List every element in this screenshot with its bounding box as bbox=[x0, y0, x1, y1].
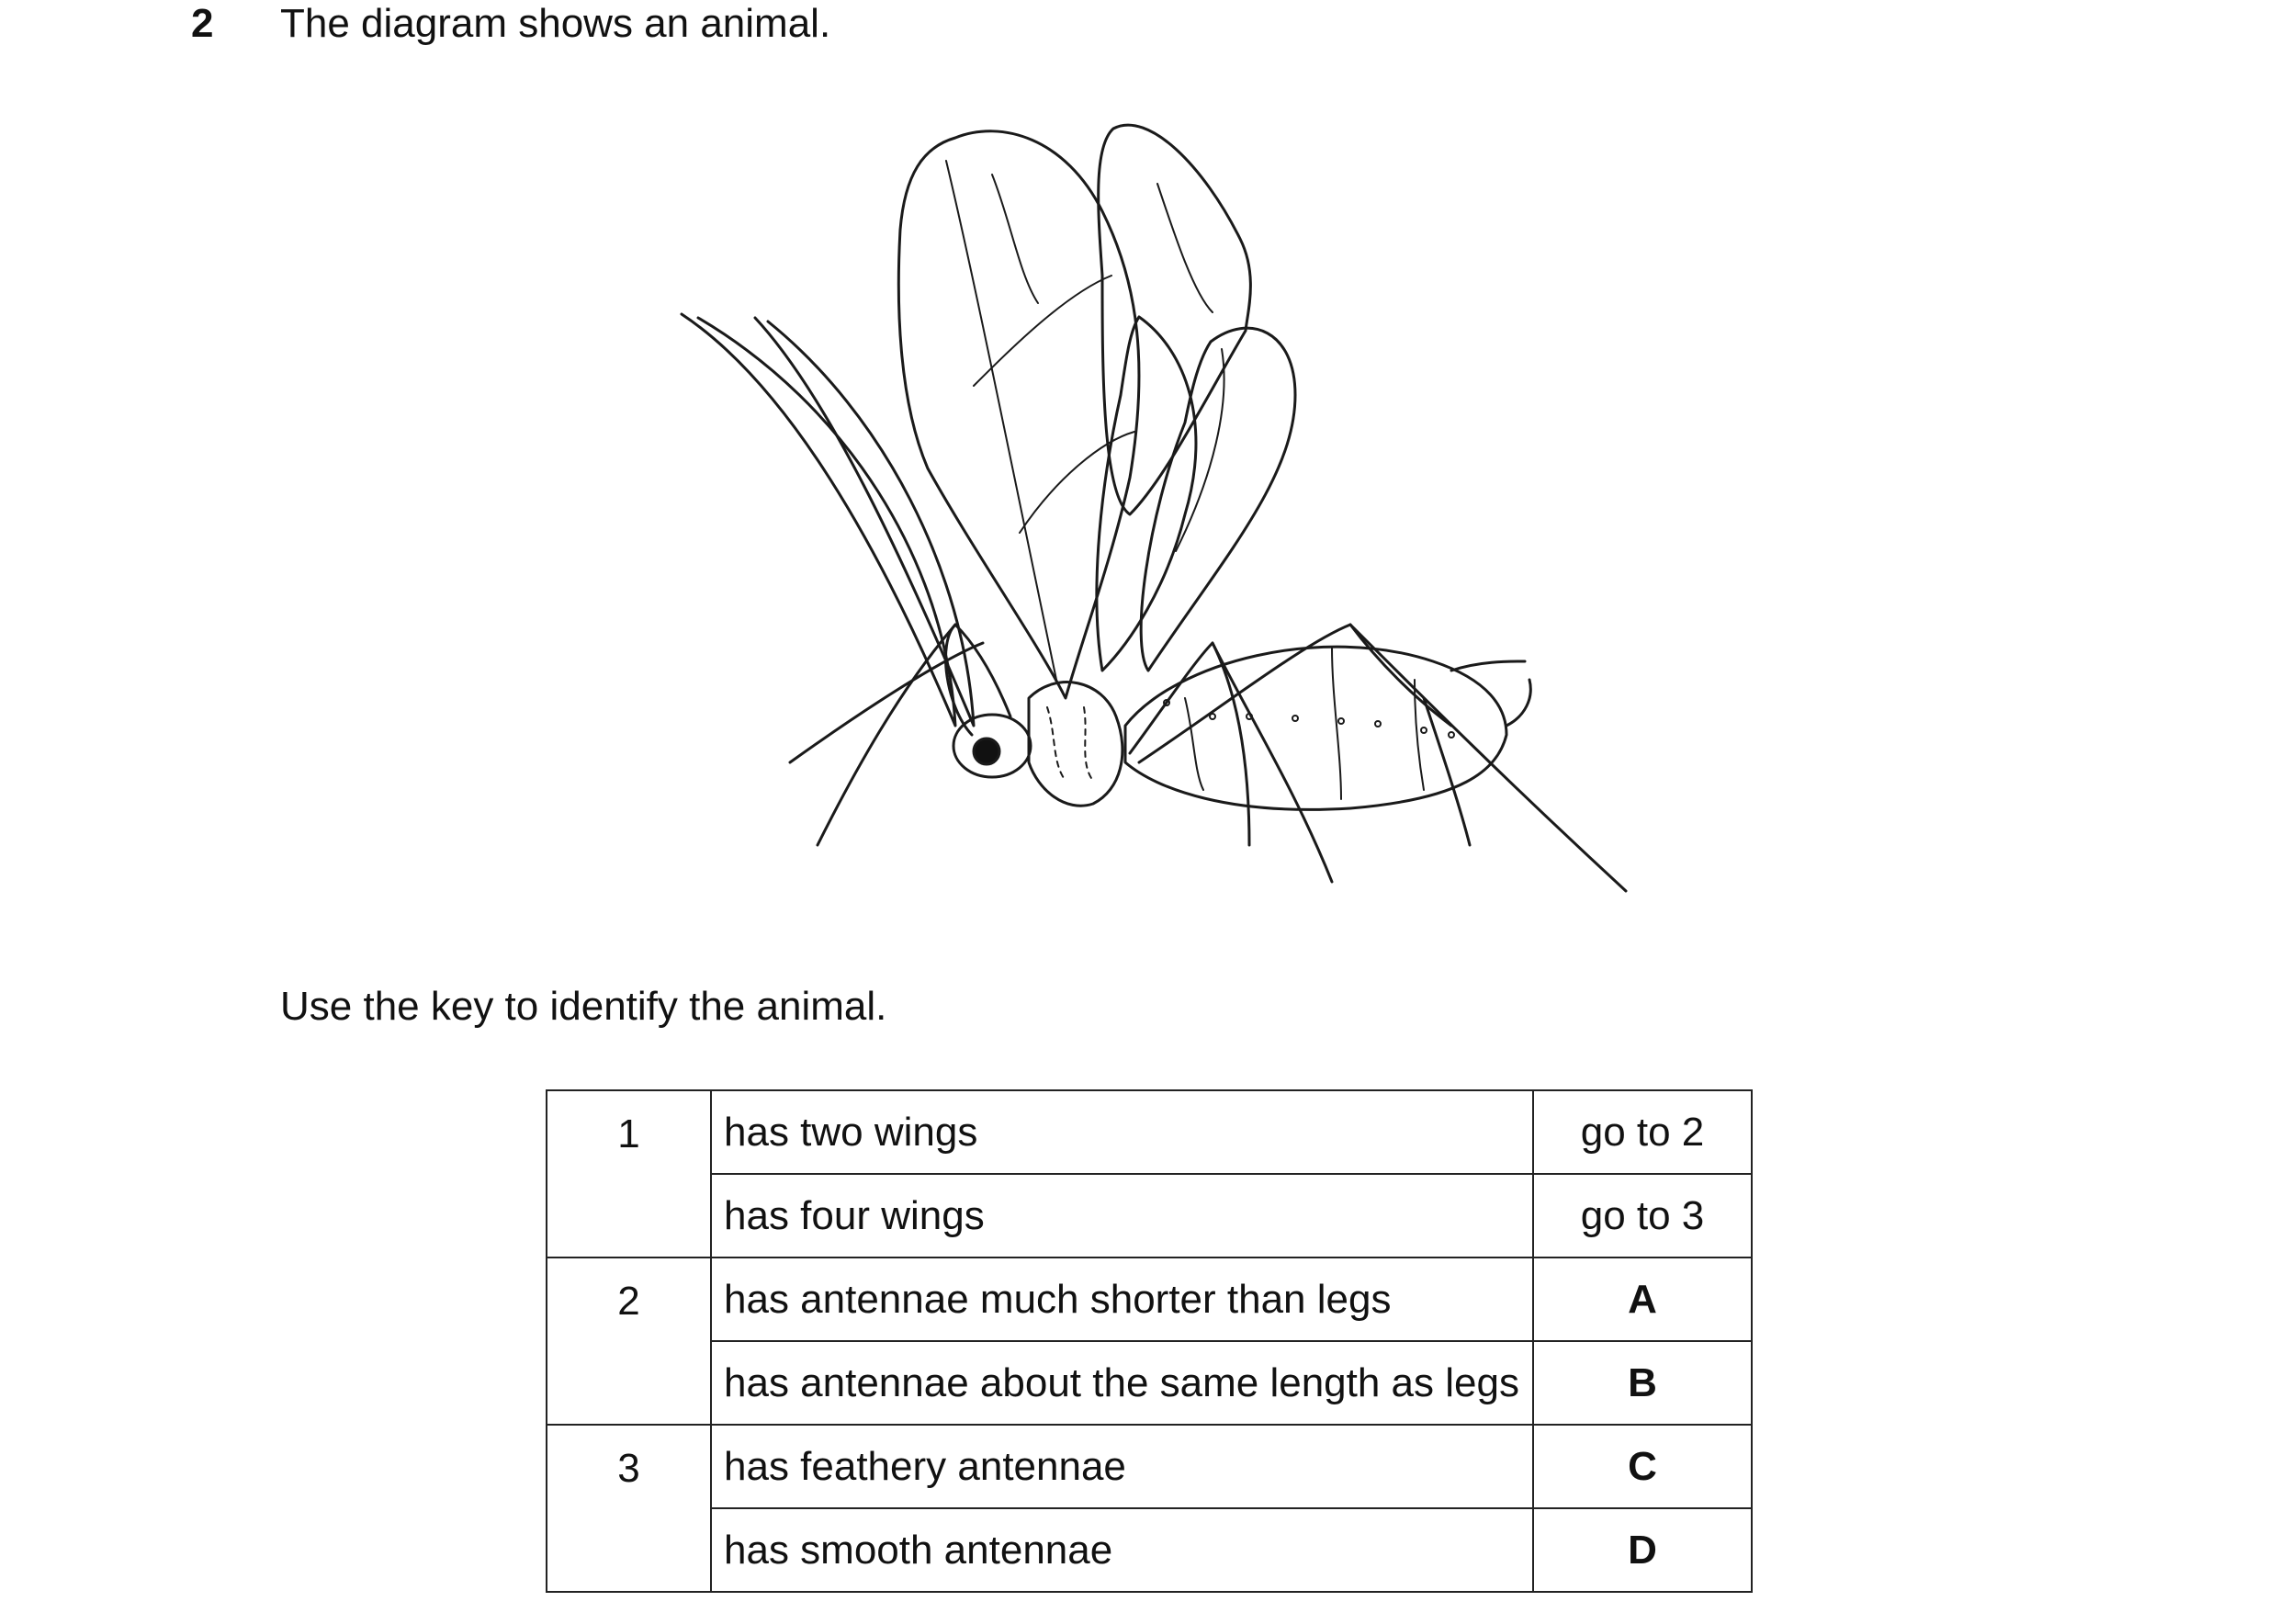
key-row bbox=[547, 1174, 1752, 1257]
leg-4 bbox=[1139, 625, 1451, 762]
dichotomous-key-table bbox=[546, 1089, 1753, 1593]
key-row bbox=[547, 1425, 1752, 1508]
key-row bbox=[547, 1090, 1752, 1174]
insect-eye bbox=[974, 739, 999, 764]
key-step-number: 2 bbox=[547, 1257, 711, 1425]
key-description: has four wings bbox=[711, 1174, 1533, 1257]
antenna-left bbox=[682, 314, 955, 726]
leg-4-tarsus bbox=[1350, 625, 1626, 891]
key-instruction: Use the key to identify the animal. bbox=[280, 984, 887, 1029]
key-row bbox=[547, 1341, 1752, 1425]
question-text: The diagram shows an animal. bbox=[280, 1, 831, 46]
leg-1-tarsus bbox=[818, 625, 955, 845]
insect-abdomen bbox=[1125, 647, 1506, 809]
key-result: go to 2 bbox=[1533, 1090, 1752, 1174]
key-result: B bbox=[1533, 1341, 1752, 1425]
key-description: has feathery antennae bbox=[711, 1425, 1533, 1508]
key-result: A bbox=[1533, 1257, 1752, 1341]
key-description: has antennae about the same length as legs bbox=[711, 1341, 1533, 1425]
leg-5 bbox=[1213, 643, 1332, 882]
key-description: has smooth antennae bbox=[711, 1508, 1533, 1592]
key-result: go to 3 bbox=[1533, 1174, 1752, 1257]
key-step-number: 1 bbox=[547, 1090, 711, 1257]
key-description: has antennae much shorter than legs bbox=[711, 1257, 1533, 1341]
key-row bbox=[547, 1257, 1752, 1341]
cornicle bbox=[1451, 661, 1525, 671]
key-row bbox=[547, 1508, 1752, 1592]
key-description: has two wings bbox=[711, 1090, 1533, 1174]
key-step-number: 3 bbox=[547, 1425, 711, 1592]
key-result: D bbox=[1533, 1508, 1752, 1592]
insect-illustration bbox=[551, 110, 1745, 937]
leg-3 bbox=[1130, 643, 1249, 845]
key-result: C bbox=[1533, 1425, 1752, 1508]
insect-thorax bbox=[1029, 682, 1123, 806]
abdomen-tip bbox=[1506, 680, 1530, 726]
question-number: 2 bbox=[191, 1, 214, 46]
back-wing-upper bbox=[1099, 125, 1251, 514]
